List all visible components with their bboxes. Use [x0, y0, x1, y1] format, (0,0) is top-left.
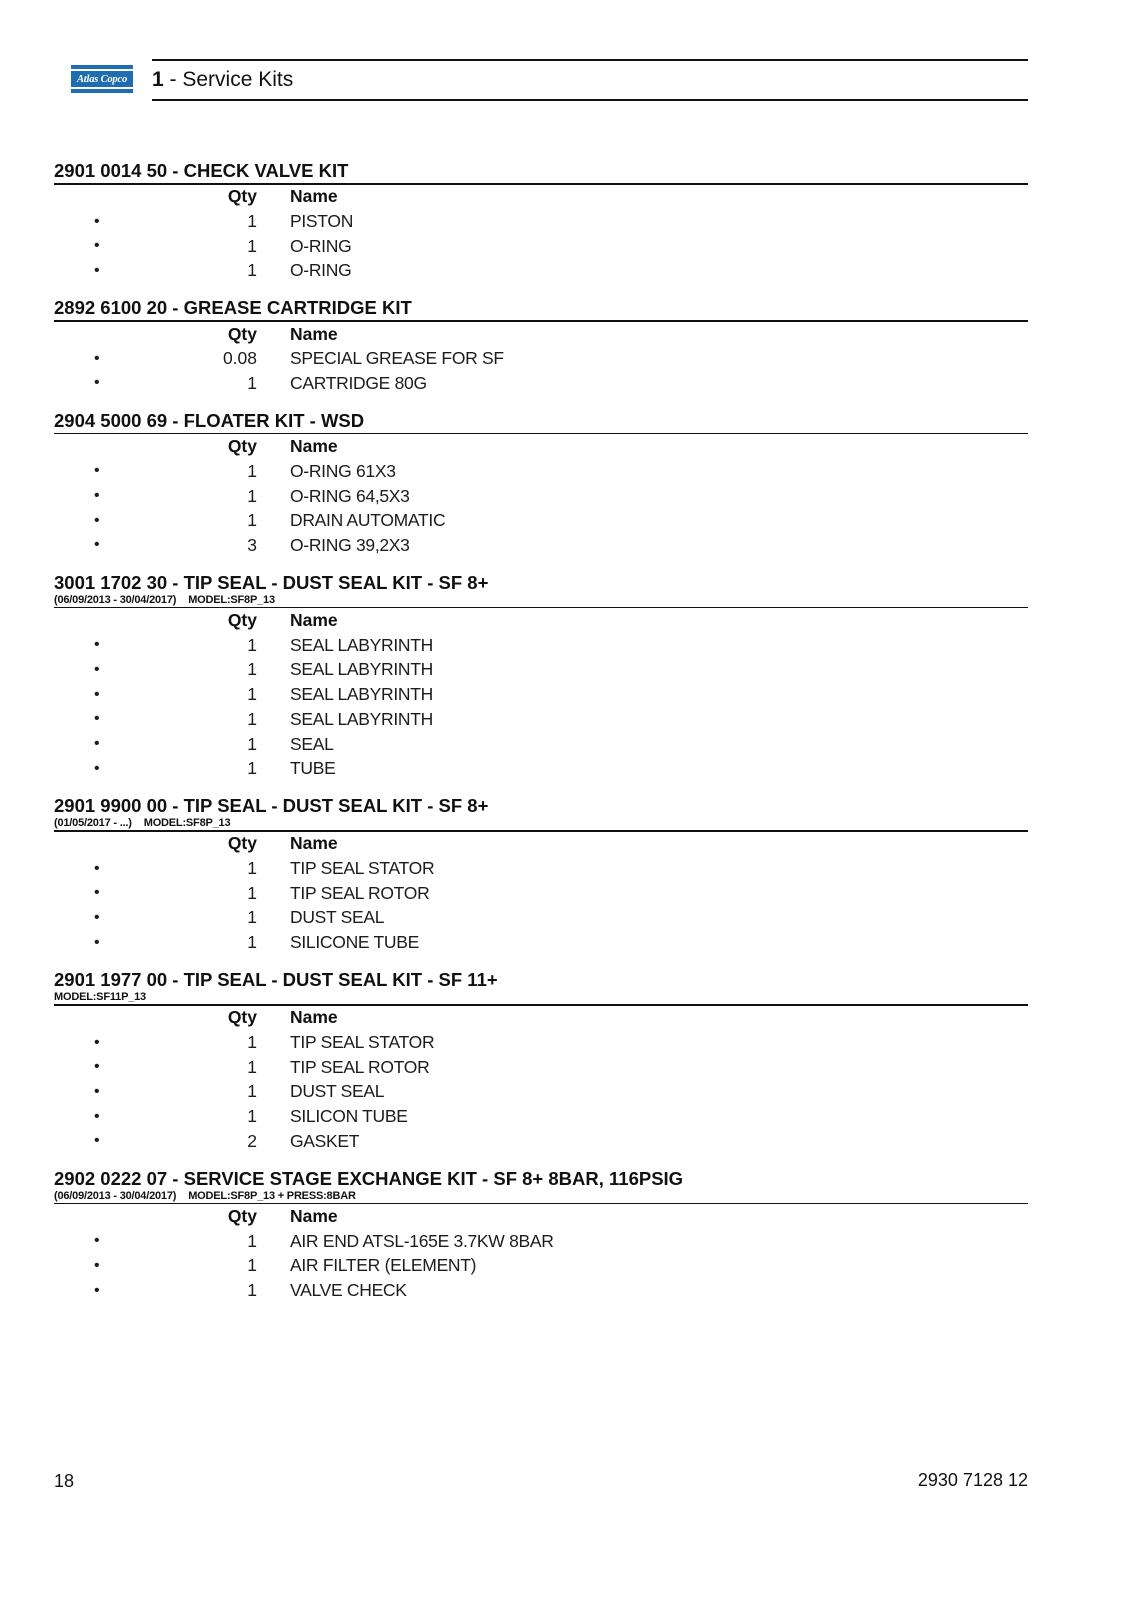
part-qty: 1 — [247, 659, 257, 680]
kit-section — [54, 795, 1028, 955]
part-qty: 1 — [247, 634, 257, 655]
kit-model: MODEL:SF8P_13 — [188, 593, 275, 606]
name-column-header: Name — [290, 186, 338, 207]
parts-row — [54, 1030, 434, 1055]
bullet-icon: • — [94, 636, 100, 654]
bullet-icon: • — [94, 237, 100, 255]
parts-row — [54, 259, 353, 284]
parts-row — [54, 930, 434, 955]
bullet-icon: • — [94, 1033, 100, 1051]
parts-row — [54, 346, 504, 371]
bullet-icon: • — [94, 1058, 100, 1076]
part-qty: 1 — [247, 1255, 257, 1276]
bullet-column-header — [54, 608, 188, 633]
name-column-header: Name — [290, 1205, 338, 1226]
part-qty: 1 — [247, 858, 257, 879]
kit-section — [54, 410, 1028, 558]
bullet-icon: • — [94, 710, 100, 728]
bullet-icon: • — [94, 933, 100, 951]
page-header — [68, 58, 1028, 102]
qty-column-header: Qty — [227, 1007, 257, 1028]
parts-row — [54, 459, 445, 484]
part-qty: 1 — [247, 1106, 257, 1127]
bullet-column-header — [54, 434, 188, 459]
bullet-icon: • — [94, 261, 100, 279]
parts-table — [54, 1006, 434, 1154]
parts-table-header — [54, 608, 433, 633]
kit-section — [54, 160, 1028, 283]
logo-bottom-bar — [71, 89, 133, 93]
part-qty: 1 — [247, 1081, 257, 1102]
part-name: SEAL LABYRINTH — [290, 684, 433, 705]
kit-validity: (06/09/2013 - 30/04/2017) — [54, 593, 177, 606]
kit-subtitle — [54, 1190, 1028, 1202]
part-name: SILICONE TUBE — [290, 932, 420, 953]
parts-row — [54, 732, 433, 757]
part-name: GASKET — [290, 1130, 360, 1151]
qty-column-header: Qty — [227, 323, 257, 344]
chapter-number: 1 — [152, 68, 164, 91]
kit-model: MODEL:SF8P_13 — [143, 817, 231, 830]
part-name: O-RING — [290, 235, 352, 256]
parts-row — [54, 856, 434, 881]
parts-row — [54, 682, 433, 707]
bullet-icon: • — [94, 1232, 100, 1250]
part-name: AIR END ATSL-165E 3.7KW 8BAR — [290, 1230, 554, 1251]
header-rule-top — [152, 59, 1028, 61]
part-name: TIP SEAL STATOR — [290, 858, 435, 879]
header-rule-bottom — [152, 99, 1028, 101]
parts-table — [54, 832, 434, 955]
logo-wordmark: Atlas Copco — [71, 71, 133, 87]
kit-subtitle — [54, 594, 1028, 606]
part-name: O-RING 61X3 — [290, 460, 396, 481]
parts-table-header — [54, 832, 434, 857]
kit-subtitle — [54, 817, 1028, 829]
chapter-title — [152, 68, 293, 92]
part-qty: 3 — [247, 534, 257, 555]
part-name: SEAL LABYRINTH — [290, 708, 433, 729]
part-name: TIP SEAL STATOR — [290, 1032, 435, 1053]
kit-section — [54, 572, 1028, 781]
parts-table-header — [54, 434, 445, 459]
bullet-column-header — [54, 185, 188, 210]
qty-column-header: Qty — [227, 186, 257, 207]
atlas-copco-logo — [71, 65, 133, 93]
kit-title: 2901 0014 50 - CHECK VALVE KIT — [54, 160, 349, 181]
part-qty: 0.08 — [222, 348, 257, 369]
kit-section — [54, 1168, 1028, 1303]
part-qty: 1 — [247, 932, 257, 953]
part-qty: 1 — [247, 708, 257, 729]
parts-table-header — [54, 1006, 434, 1031]
qty-column-header: Qty — [227, 436, 257, 457]
bullet-icon: • — [94, 212, 100, 230]
parts-row — [54, 756, 433, 781]
part-qty: 1 — [247, 260, 257, 281]
part-name: SILICON TUBE — [290, 1106, 408, 1127]
part-qty: 1 — [247, 882, 257, 903]
document-number: 2930 7128 12 — [917, 1470, 1028, 1490]
part-qty: 1 — [247, 211, 257, 232]
bullet-column-header — [54, 322, 188, 347]
kit-title: 2901 1977 00 - TIP SEAL - DUST SEAL KIT - SF 11+ — [54, 969, 498, 990]
kit-title: 2892 6100 20 - GREASE CARTRIDGE KIT — [54, 297, 412, 319]
logo-top-bar — [71, 65, 133, 69]
kit-title: 2902 0222 07 - SERVICE STAGE EXCHANGE KIT - SF 8+ 8BAR, 116PSIG — [54, 1167, 684, 1189]
kit-validity: (01/05/2017 - ...) — [54, 817, 132, 830]
bullet-icon: • — [94, 1082, 100, 1100]
parts-row — [54, 1080, 434, 1105]
part-qty: 1 — [247, 907, 257, 928]
part-name: AIR FILTER (ELEMENT) — [290, 1255, 477, 1276]
parts-row — [54, 1129, 434, 1154]
parts-row — [54, 371, 504, 396]
part-name: SEAL LABYRINTH — [290, 634, 433, 655]
kit-subtitle — [54, 991, 1028, 1003]
part-name: DUST SEAL — [290, 1081, 385, 1102]
part-qty: 1 — [247, 372, 257, 393]
part-qty: 1 — [247, 1280, 257, 1301]
bullet-icon: • — [94, 1132, 100, 1150]
part-name: SEAL LABYRINTH — [290, 659, 433, 680]
part-name: SPECIAL GREASE FOR SF — [290, 348, 504, 369]
page-number: 18 — [54, 1471, 75, 1491]
qty-column-header: Qty — [227, 833, 257, 854]
part-qty: 1 — [247, 510, 257, 531]
kit-model: MODEL:SF8P_13 + PRESS:8BAR — [188, 1189, 356, 1202]
part-qty: 1 — [247, 460, 257, 481]
parts-row — [54, 1229, 554, 1254]
parts-table-header — [54, 322, 504, 347]
kit-model: MODEL:SF11P_13 — [54, 991, 146, 1003]
parts-row — [54, 707, 433, 732]
parts-table-header — [54, 185, 353, 210]
bullet-column-header — [54, 1204, 188, 1229]
bullet-icon: • — [94, 536, 100, 554]
kit-title: 3001 1702 30 - TIP SEAL - DUST SEAL KIT - SF 8+ — [54, 571, 489, 593]
part-name: DUST SEAL — [290, 907, 385, 928]
name-column-header: Name — [290, 1007, 338, 1028]
part-qty: 1 — [247, 758, 257, 779]
parts-row — [54, 209, 353, 234]
chapter-name: - Service Kits — [163, 68, 294, 91]
qty-column-header: Qty — [227, 610, 257, 631]
name-column-header: Name — [290, 833, 338, 854]
parts-row — [54, 881, 434, 906]
bullet-icon: • — [94, 735, 100, 753]
part-qty: 1 — [247, 485, 257, 506]
part-name: VALVE CHECK — [290, 1280, 407, 1301]
bullet-icon: • — [94, 685, 100, 703]
part-qty: 1 — [247, 1230, 257, 1251]
parts-row — [54, 906, 434, 931]
parts-row — [54, 484, 445, 509]
bullet-column-header — [54, 832, 188, 857]
part-name: SEAL — [290, 733, 334, 754]
bullet-icon: • — [94, 1256, 100, 1274]
bullet-icon: • — [94, 462, 100, 480]
kit-list — [54, 160, 1028, 1317]
part-qty: 1 — [247, 1056, 257, 1077]
part-qty: 1 — [247, 733, 257, 754]
part-name: O-RING — [290, 260, 352, 281]
part-name: CARTRIDGE 80G — [290, 372, 427, 393]
part-name: PISTON — [290, 211, 354, 232]
bullet-icon: • — [94, 1107, 100, 1125]
bullet-icon: • — [94, 884, 100, 902]
parts-row — [54, 1254, 554, 1279]
bullet-icon: • — [94, 511, 100, 529]
bullet-icon: • — [94, 908, 100, 926]
name-column-header: Name — [290, 436, 338, 457]
part-name: O-RING 39,2X3 — [290, 534, 410, 555]
bullet-icon: • — [94, 859, 100, 877]
parts-row — [54, 1055, 434, 1080]
bullet-icon: • — [94, 487, 100, 505]
parts-row — [54, 633, 433, 658]
parts-row — [54, 234, 353, 259]
parts-row — [54, 508, 445, 533]
kit-validity: (06/09/2013 - 30/04/2017) — [54, 1189, 177, 1202]
part-name: DRAIN AUTOMATIC — [290, 510, 446, 531]
parts-row — [54, 533, 445, 558]
parts-row — [54, 1104, 434, 1129]
part-name: TUBE — [290, 758, 336, 779]
parts-table — [54, 434, 445, 557]
part-qty: 1 — [247, 1032, 257, 1053]
bullet-icon: • — [94, 349, 100, 367]
part-name: TIP SEAL ROTOR — [290, 1056, 430, 1077]
bullet-column-header — [54, 1006, 188, 1031]
name-column-header: Name — [290, 323, 338, 344]
bullet-icon: • — [94, 1281, 100, 1299]
parts-table — [54, 322, 504, 396]
part-qty: 1 — [247, 684, 257, 705]
part-name: O-RING 64,5X3 — [290, 485, 410, 506]
kit-section — [54, 297, 1028, 396]
kit-title: 2904 5000 69 - FLOATER KIT - WSD — [54, 409, 365, 431]
name-column-header: Name — [290, 610, 338, 631]
kit-title: 2901 9900 00 - TIP SEAL - DUST SEAL KIT - SF 8+ — [54, 795, 489, 817]
parts-table — [54, 1204, 554, 1303]
part-name: TIP SEAL ROTOR — [290, 882, 430, 903]
parts-table-header — [54, 1204, 554, 1229]
part-qty: 1 — [247, 235, 257, 256]
parts-table — [54, 608, 433, 781]
bullet-icon: • — [94, 660, 100, 678]
bullet-icon: • — [94, 374, 100, 392]
parts-row — [54, 658, 433, 683]
parts-row — [54, 1278, 554, 1303]
part-qty: 2 — [247, 1130, 257, 1151]
bullet-icon: • — [94, 759, 100, 777]
kit-section — [54, 969, 1028, 1154]
qty-column-header: Qty — [227, 1205, 257, 1226]
parts-table — [54, 185, 353, 284]
